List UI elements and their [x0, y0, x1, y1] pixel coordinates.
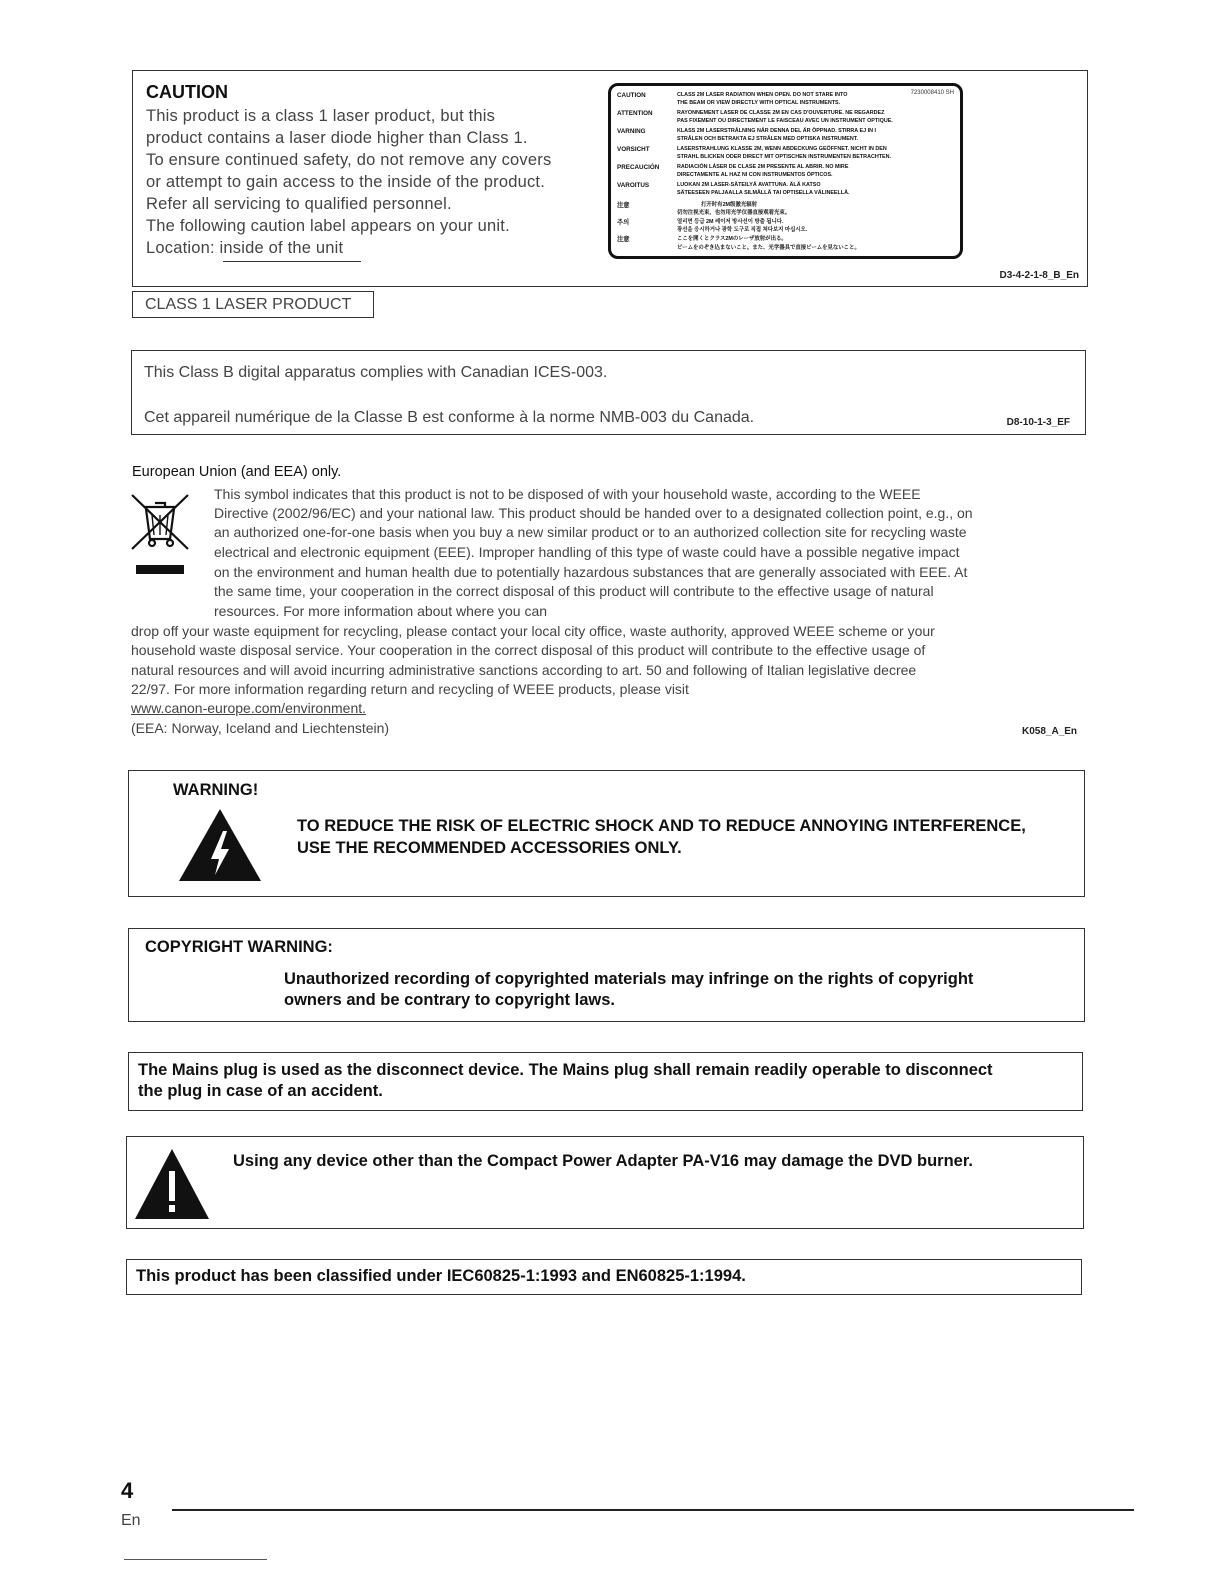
label-text: 광선을 응시하거나 광학 도구로 직접 쳐다보지 마십시오. — [677, 227, 808, 233]
class1-laser-text: CLASS 1 LASER PRODUCT — [145, 296, 352, 313]
label-text: LUOKAN 2M LASER-SÄTEILYÄ AVATTUNA. ÄLÄ KATSO — [677, 182, 821, 188]
power-adapter-section — [126, 1136, 1084, 1229]
laser-caution-label — [608, 83, 963, 259]
label-lang: VORSICHT — [617, 146, 650, 153]
label-text: 切勿注视光束，也勿用光学仪器直接观看光束。 — [677, 210, 791, 216]
footer-rule — [172, 1509, 1134, 1511]
ices-compliance-section — [131, 350, 1086, 435]
copyright-text-line: owners and be contrary to copyright laws. — [284, 991, 615, 1009]
weee-crossed-bin-icon — [130, 493, 190, 575]
label-part-code: 7230008410 SH — [910, 90, 954, 96]
label-text: THE BEAM OR VIEW DIRECTLY WITH OPTICAL INSTRUMENTS. — [677, 100, 841, 106]
page-language: En — [121, 1512, 141, 1529]
label-text: RADIACIÓN LÁSER DE CLASE 2M PRESENTE AL ABRIR. NO MIRE — [677, 164, 849, 170]
label-text: PAS FIXEMENT OU DIRECTEMENT LE FAISCEAU AVEC UN INSTRUMENT OPTIQUE. — [677, 118, 893, 124]
label-lang: ATTENTION — [617, 110, 653, 117]
label-text: 열리면 등급 2M 레이저 방사선이 방출 됩니다. — [677, 219, 784, 225]
eu-text-line: electrical and electronic equipment (EEE). Improper handling of this type of waste could have a possible negative impact — [214, 544, 960, 560]
exclamation-warning-icon — [133, 1147, 211, 1221]
eea-note: (EEA: Norway, Iceland and Liechtenstein) — [131, 720, 390, 736]
caution-text-line: Refer all servicing to qualified personnel. — [146, 195, 452, 213]
ices-doc-code: D8-10-1-3_EF — [1006, 417, 1070, 428]
label-lang: VAROITUS — [617, 182, 650, 189]
class1-laser-box — [132, 291, 374, 318]
label-text: LASERSTRAHLUNG KLASSE 2M, WENN ABDECKUNG GEÖFFNET. NICHT IN DEN — [677, 146, 887, 152]
eu-doc-code: K058_A_En — [1022, 726, 1078, 737]
iec-text: This product has been classified under IEC60825-1:1993 and EN60825-1:1994. — [136, 1267, 746, 1285]
label-text: SÄTEESEEN PALJAALLA SILMÄLLÄ TAI OPTISELLA VÄLINEELLÄ. — [677, 190, 850, 196]
caution-text-line: product contains a laser diode higher than Class 1. — [146, 129, 528, 147]
eu-text-line: Directive (2002/96/EC) and your national law. This product should be handed over to a designated collection point, e.g., on — [214, 505, 973, 521]
caution-title: CAUTION — [146, 82, 228, 102]
page-number: 4 — [121, 1478, 134, 1503]
warning-text-line: USE THE RECOMMENDED ACCESSORIES ONLY. — [297, 839, 682, 857]
copyright-text-line: Unauthorized recording of copyrighted materials may infringe on the rights of copyright — [284, 970, 974, 988]
eu-text-line: natural resources and will avoid incurring administrative sanctions according to art. 50 and following of Italian legislative decree — [131, 662, 917, 678]
caution-section — [132, 70, 1088, 287]
mains-text-line: the plug in case of an accident. — [138, 1082, 383, 1100]
warning-title: WARNING! — [173, 781, 259, 799]
label-lang: 주의 — [617, 219, 630, 226]
caution-text-line: The following caution label appears on your unit. — [146, 217, 510, 235]
footer-link-underline — [124, 1559, 267, 1560]
eu-text-line: an authorized one-for-one basis when you buy a new similar product or to an authorized collection site for recycling waste — [214, 524, 967, 540]
caution-text-line: This product is a class 1 laser product, but this — [146, 107, 496, 125]
mains-plug-section — [128, 1052, 1083, 1111]
location-underline — [223, 261, 361, 262]
eu-text-line: household waste disposal service. Your cooperation in the correct disposal of this product will contribute to the effective usage of — [131, 642, 926, 658]
canon-environment-link[interactable]: www.canon-europe.com/environment. — [131, 700, 367, 716]
eu-heading: European Union (and EEA) only. — [132, 464, 342, 480]
eu-text-line: resources. For more information about where you can — [214, 603, 548, 619]
label-text: STRÅLEN OCH BETRAKTA EJ STRÅLEN MED OPTISKA INSTRUMENT. — [677, 136, 858, 142]
caution-text-line: To ensure continued safety, do not remove any covers — [146, 151, 552, 169]
eu-text-line: 22/97. For more information regarding return and recycling of WEEE products, please visit — [131, 681, 689, 697]
iec-classification-section — [126, 1259, 1082, 1295]
ices-french: Cet appareil numérique de la Classe B est conforme à la norme NMB-003 du Canada. — [144, 409, 755, 426]
label-text: 打开时有2M级激光辐射 — [701, 202, 758, 208]
label-text: ここを開くとクラス2Mのレーザ放射が出る。 — [677, 236, 787, 242]
eu-text-line: the same time, your cooperation in the correct disposal of this product will contribute to the effective usage of natural — [214, 583, 934, 599]
ices-english: This Class B digital apparatus complies with Canadian ICES-003. — [144, 364, 608, 381]
adapter-text: Using any device other than the Compact Power Adapter PA-V16 may damage the DVD burner. — [233, 1152, 973, 1170]
label-lang: 注意 — [617, 236, 630, 243]
electric-shock-warning-icon — [177, 807, 263, 883]
eu-text-line: This symbol indicates that this product is not to be disposed of with your household waste, according to the WEEE — [214, 486, 921, 502]
label-text: RAYONNEMENT LASER DE CLASSE 2M EN CAS D'OUVERTURE. NE REGARDEZ — [677, 110, 885, 116]
label-lang: CAUTION — [617, 92, 646, 99]
caution-text-line: or attempt to gain access to the inside of the product. — [146, 173, 545, 191]
mains-text-line: The Mains plug is used as the disconnect device. The Mains plug shall remain readily operable to disconnect — [138, 1061, 993, 1079]
label-text: DIRECTAMENTE AL HAZ NI CON INSTRUMENTOS ÓPTICOS. — [677, 172, 833, 178]
label-text: CLASS 2M LASER RADIATION WHEN OPEN. DO NOT STARE INTO — [677, 92, 848, 98]
label-text: ビームをのぞき込まないこと。また、光学器具で直接ビームを見ないこと。 — [677, 245, 860, 251]
caution-location-line: Location: inside of the unit — [146, 239, 344, 257]
copyright-warning-section — [128, 928, 1085, 1022]
label-text: STRAHL BLICKEN ODER DIRECT MIT OPTISCHEN INSTRUMENTEN BETRACHTEN. — [677, 154, 892, 160]
copyright-title: COPYRIGHT WARNING: — [145, 938, 333, 956]
label-lang: VARNING — [617, 128, 646, 135]
warning-section — [128, 770, 1085, 897]
label-lang: 注意 — [617, 202, 630, 209]
eu-text-line: drop off your waste equipment for recycling, please contact your local city office, waste authority, approved WEEE scheme or your — [131, 623, 935, 639]
label-text: KLASS 2M LASERSTRÅLNING NÄR DENNA DEL ÄR ÖPPNAD. STIRRA EJ IN I — [677, 128, 876, 134]
eu-text-line: on the environment and human health due to potentially hazardous substances that are generally associated with EEE. At — [214, 564, 968, 580]
warning-text-line: TO REDUCE THE RISK OF ELECTRIC SHOCK AND TO REDUCE ANNOYING INTERFERENCE, — [297, 817, 1026, 835]
caution-doc-code: D3-4-2-1-8_B_En — [999, 270, 1079, 281]
label-lang: PRECAUCIÓN — [617, 164, 660, 171]
